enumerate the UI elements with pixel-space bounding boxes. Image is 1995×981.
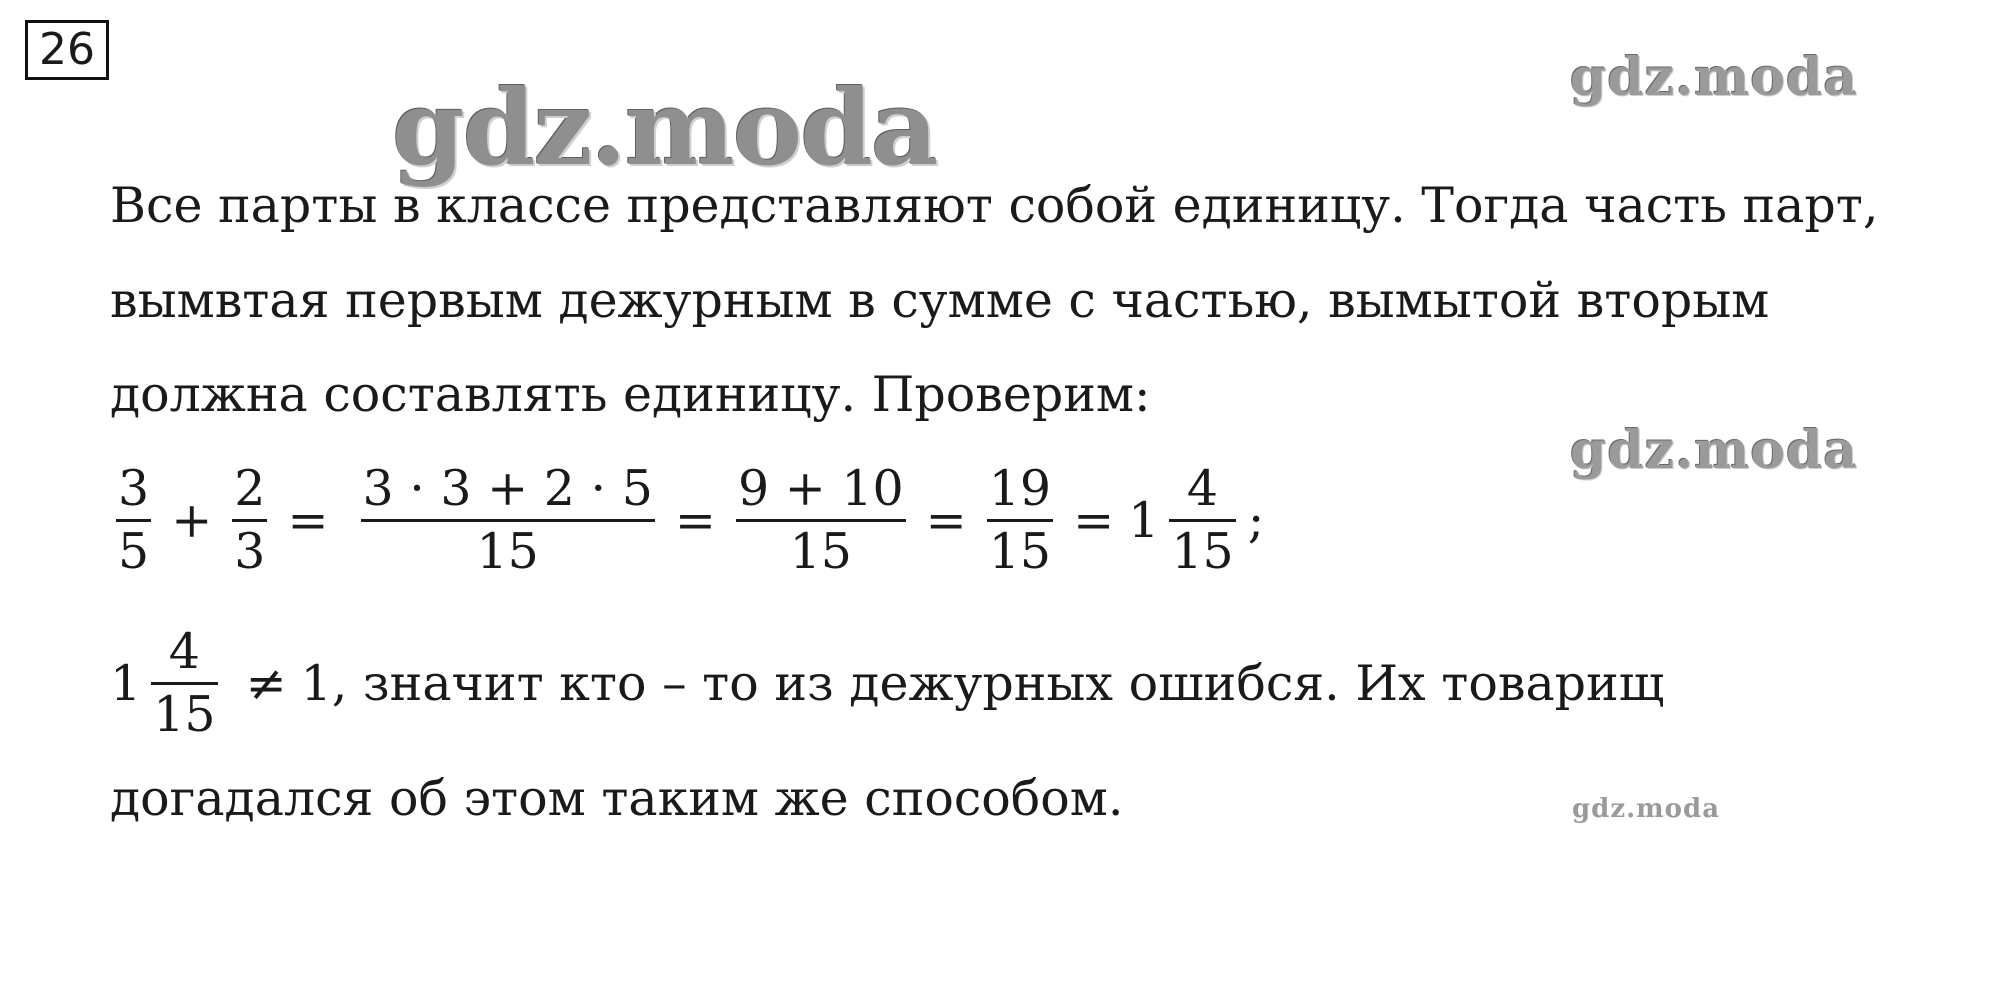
problem-number: 26 [39, 24, 95, 75]
mixed-number-whole: 1 [1128, 491, 1160, 549]
watermark-main: gdz.moda [392, 66, 937, 189]
conclusion-line [110, 613, 1664, 753]
denominator: 5 [118, 522, 150, 580]
equals-sign: = [925, 491, 967, 549]
equals-sign: = [287, 491, 329, 549]
fraction-four-fifteenths [1169, 459, 1235, 581]
equals-sign: = [1073, 491, 1115, 549]
fraction-four-fifteenths [151, 622, 217, 744]
watermark-right-middle: gdz.moda [1570, 420, 1859, 481]
denominator: 3 [234, 522, 266, 580]
denominator: 15 [789, 522, 852, 580]
conclusion-text: 1, значит кто – то из дежурных ошибся. Их товарищ [300, 654, 1665, 712]
fraction-nineteen-fifteenths [987, 459, 1053, 581]
numerator: 3 [118, 460, 150, 518]
text-line-2: вымвтая первым дежурным в сумме с частью, вымытой вторым [110, 272, 1770, 329]
text-line-1: Все парты в классе представляют собой единицу. Тогда часть парт, [110, 177, 1879, 234]
fraction-two-thirds [232, 459, 267, 581]
denominator: 15 [153, 685, 216, 743]
plus-sign: + [171, 491, 213, 549]
watermark-right-bottom: gdz.moda [1572, 794, 1721, 824]
numerator: 4 [168, 623, 200, 681]
fraction-nine-plus-ten [736, 459, 906, 581]
numerator: 3 · 3 + 2 · 5 [362, 460, 653, 518]
text-line-3: должна составлять единицу. Проверим: [110, 366, 1151, 423]
numerator: 9 + 10 [737, 460, 904, 518]
fraction-common-denominator [361, 459, 655, 581]
semicolon: ; [1247, 491, 1265, 549]
denominator: 15 [988, 522, 1052, 580]
denominator: 15 [1171, 522, 1234, 580]
denominator: 15 [476, 522, 539, 580]
fraction-sum-equation [110, 450, 1264, 590]
numerator: 4 [1186, 460, 1219, 518]
watermark-right-top: gdz.moda [1570, 47, 1859, 108]
numerator: 2 [234, 460, 266, 518]
problem-number-badge [25, 20, 109, 80]
fraction-three-fifths [116, 459, 151, 581]
equals-sign: = [674, 491, 716, 549]
mixed-number-whole: 1 [110, 654, 142, 712]
text-line-5: догадался об этом таким же способом. [110, 770, 1124, 827]
numerator: 19 [988, 460, 1052, 518]
not-equal-sign: ≠ [245, 654, 287, 712]
